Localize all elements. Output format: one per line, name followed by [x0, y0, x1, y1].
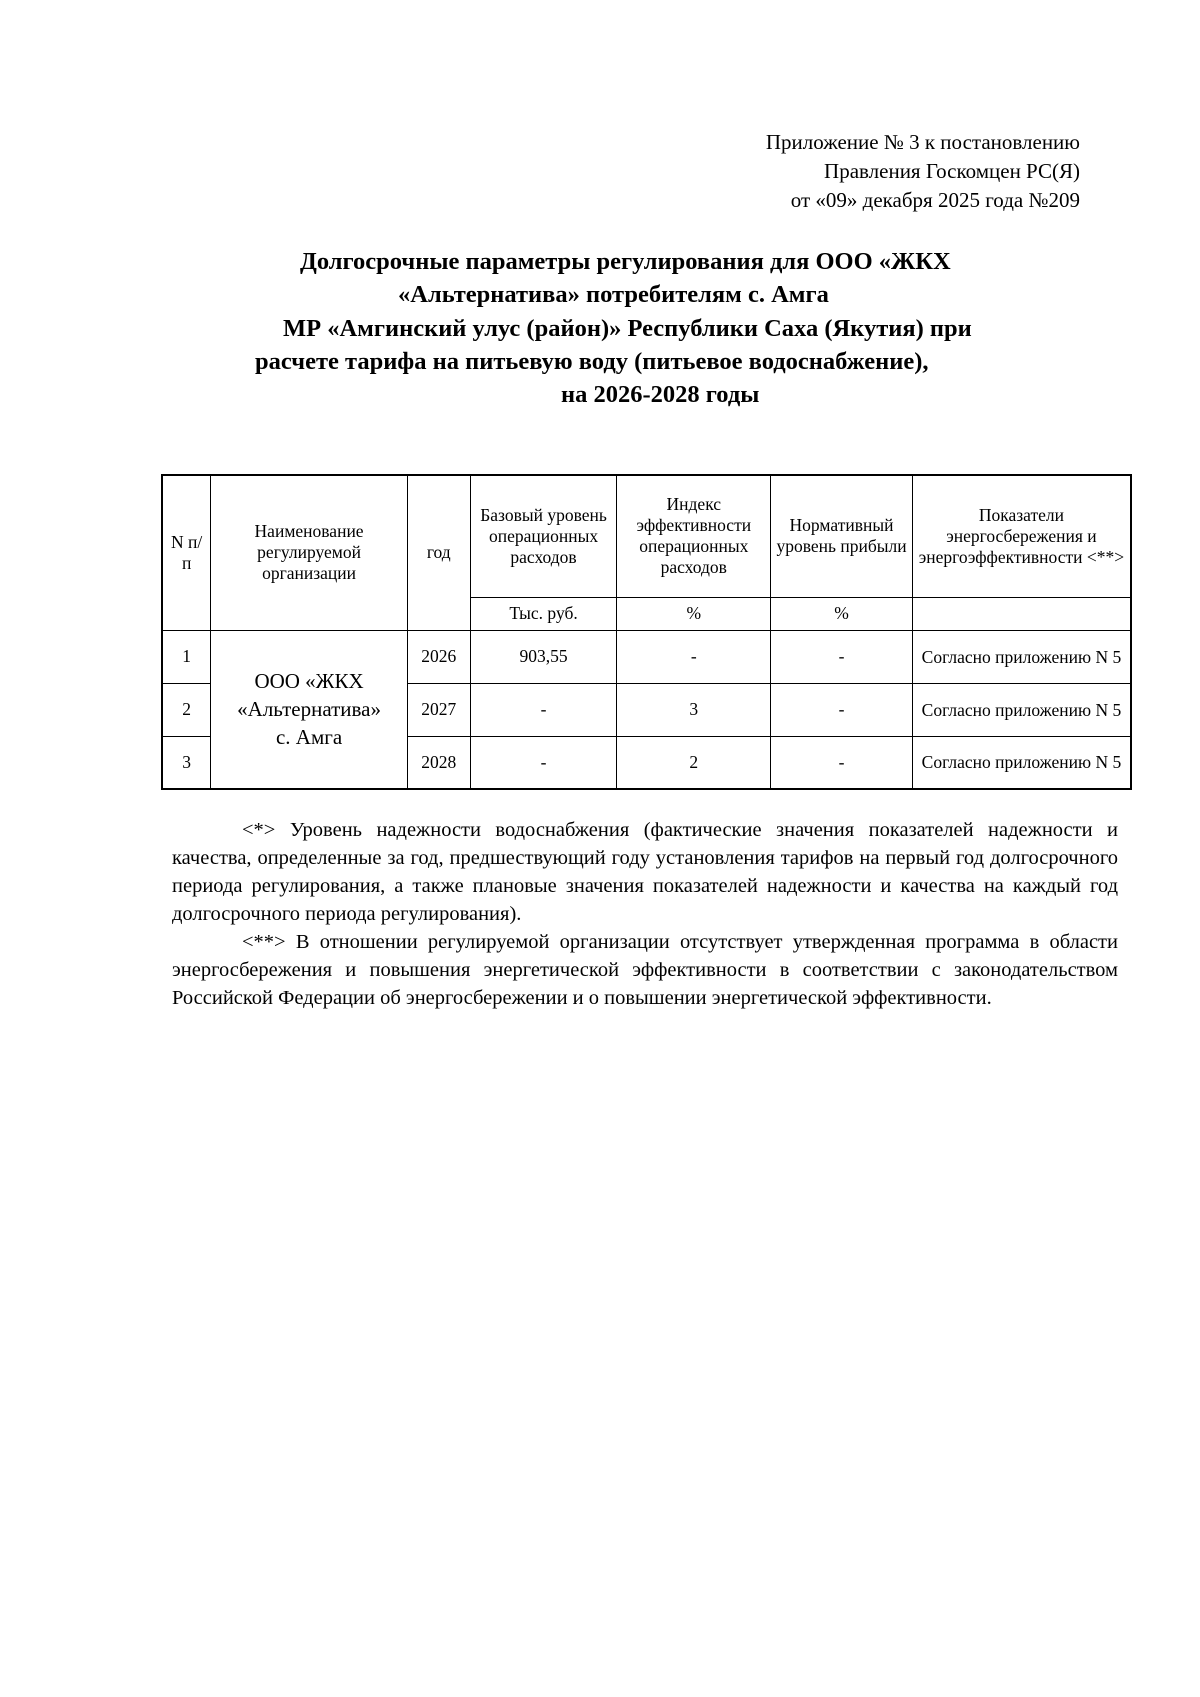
- row-num: 2: [162, 683, 211, 736]
- appendix-header: [766, 128, 1080, 215]
- row-year: 2026: [407, 630, 470, 683]
- table-row: [162, 630, 1131, 683]
- title-line-2: «Альтернатива» потребителям с. Амга: [398, 281, 829, 308]
- row-base: 903,55: [470, 630, 617, 683]
- row-num: 1: [162, 630, 211, 683]
- row-year: 2028: [407, 736, 470, 789]
- row-index: 2: [617, 736, 771, 789]
- row-energy: Согласно приложению N 5: [912, 630, 1131, 683]
- row-profit: -: [771, 736, 913, 789]
- row-energy: Согласно приложению N 5: [912, 683, 1131, 736]
- row-base: -: [470, 683, 617, 736]
- header-org: Наименование регулируемой организации: [211, 475, 408, 630]
- org-name-line-1: ООО «ЖКХ: [254, 669, 364, 694]
- header-base: Базовый уровень операционных расходов: [470, 475, 617, 597]
- row-index: 3: [617, 683, 771, 736]
- header-energy: Показатели энергосбережения и энергоэффективности <**>: [912, 475, 1131, 597]
- org-name-cell: [211, 630, 408, 789]
- title-line-1: Долгосрочные параметры регулирования для ООО «ЖКХ: [300, 248, 951, 275]
- header-index: Индекс эффективности операционных расходов: [617, 475, 771, 597]
- unit-index: %: [617, 597, 771, 630]
- appendix-line-3: от «09» декабря 2025 года №209: [790, 188, 1080, 212]
- org-name-line-2: «Альтернатива»: [237, 697, 381, 722]
- parameters-table: [161, 474, 1132, 790]
- row-profit: -: [771, 630, 913, 683]
- table-header-row: [162, 475, 1131, 597]
- footnote-energy-program: <**> В отношении регулируемой организации отсутствует утвержденная программа в области энергосбережения и повышения энергетической эффективности в соответствии с законодательством Российской Федерации об энергосбережении и о повышении энергетической эффективности.: [172, 931, 1118, 1009]
- row-year: 2027: [407, 683, 470, 736]
- header-num: N п/п: [162, 475, 211, 630]
- header-profit: Нормативный уровень прибыли: [771, 475, 913, 597]
- row-index: -: [617, 630, 771, 683]
- header-year: год: [407, 475, 470, 630]
- unit-base: Тыс. руб.: [470, 597, 617, 630]
- title-line-4: расчете тарифа на питьевую воду (питьевое водоснабжение),: [255, 348, 929, 375]
- appendix-line-2: Правления Госкомцен РС(Я): [824, 159, 1080, 183]
- unit-energy: [912, 597, 1131, 630]
- title-line-3: МР «Амгинский улус (район)» Республики Саха (Якутия) при: [283, 315, 972, 342]
- unit-profit: %: [771, 597, 913, 630]
- row-base: -: [470, 736, 617, 789]
- org-name-line-3: с. Амга: [275, 725, 343, 750]
- footnote-reliability: <*> Уровень надежности водоснабжения (фактические значения показателей надежности и качества, определенные за год, предшествующий году установления тарифов на первый год долгосрочного периода регулирования, а также плановые значения показателей надежности и качества на каждый год долгосрочного периода регулирования).: [172, 819, 1118, 925]
- row-num: 3: [162, 736, 211, 789]
- row-energy: Согласно приложению N 5: [912, 736, 1131, 789]
- footnotes: [172, 816, 1118, 1012]
- appendix-line-1: Приложение № 3 к постановлению: [765, 130, 1080, 154]
- title-line-5: на 2026-2028 годы: [561, 381, 760, 408]
- row-profit: -: [771, 683, 913, 736]
